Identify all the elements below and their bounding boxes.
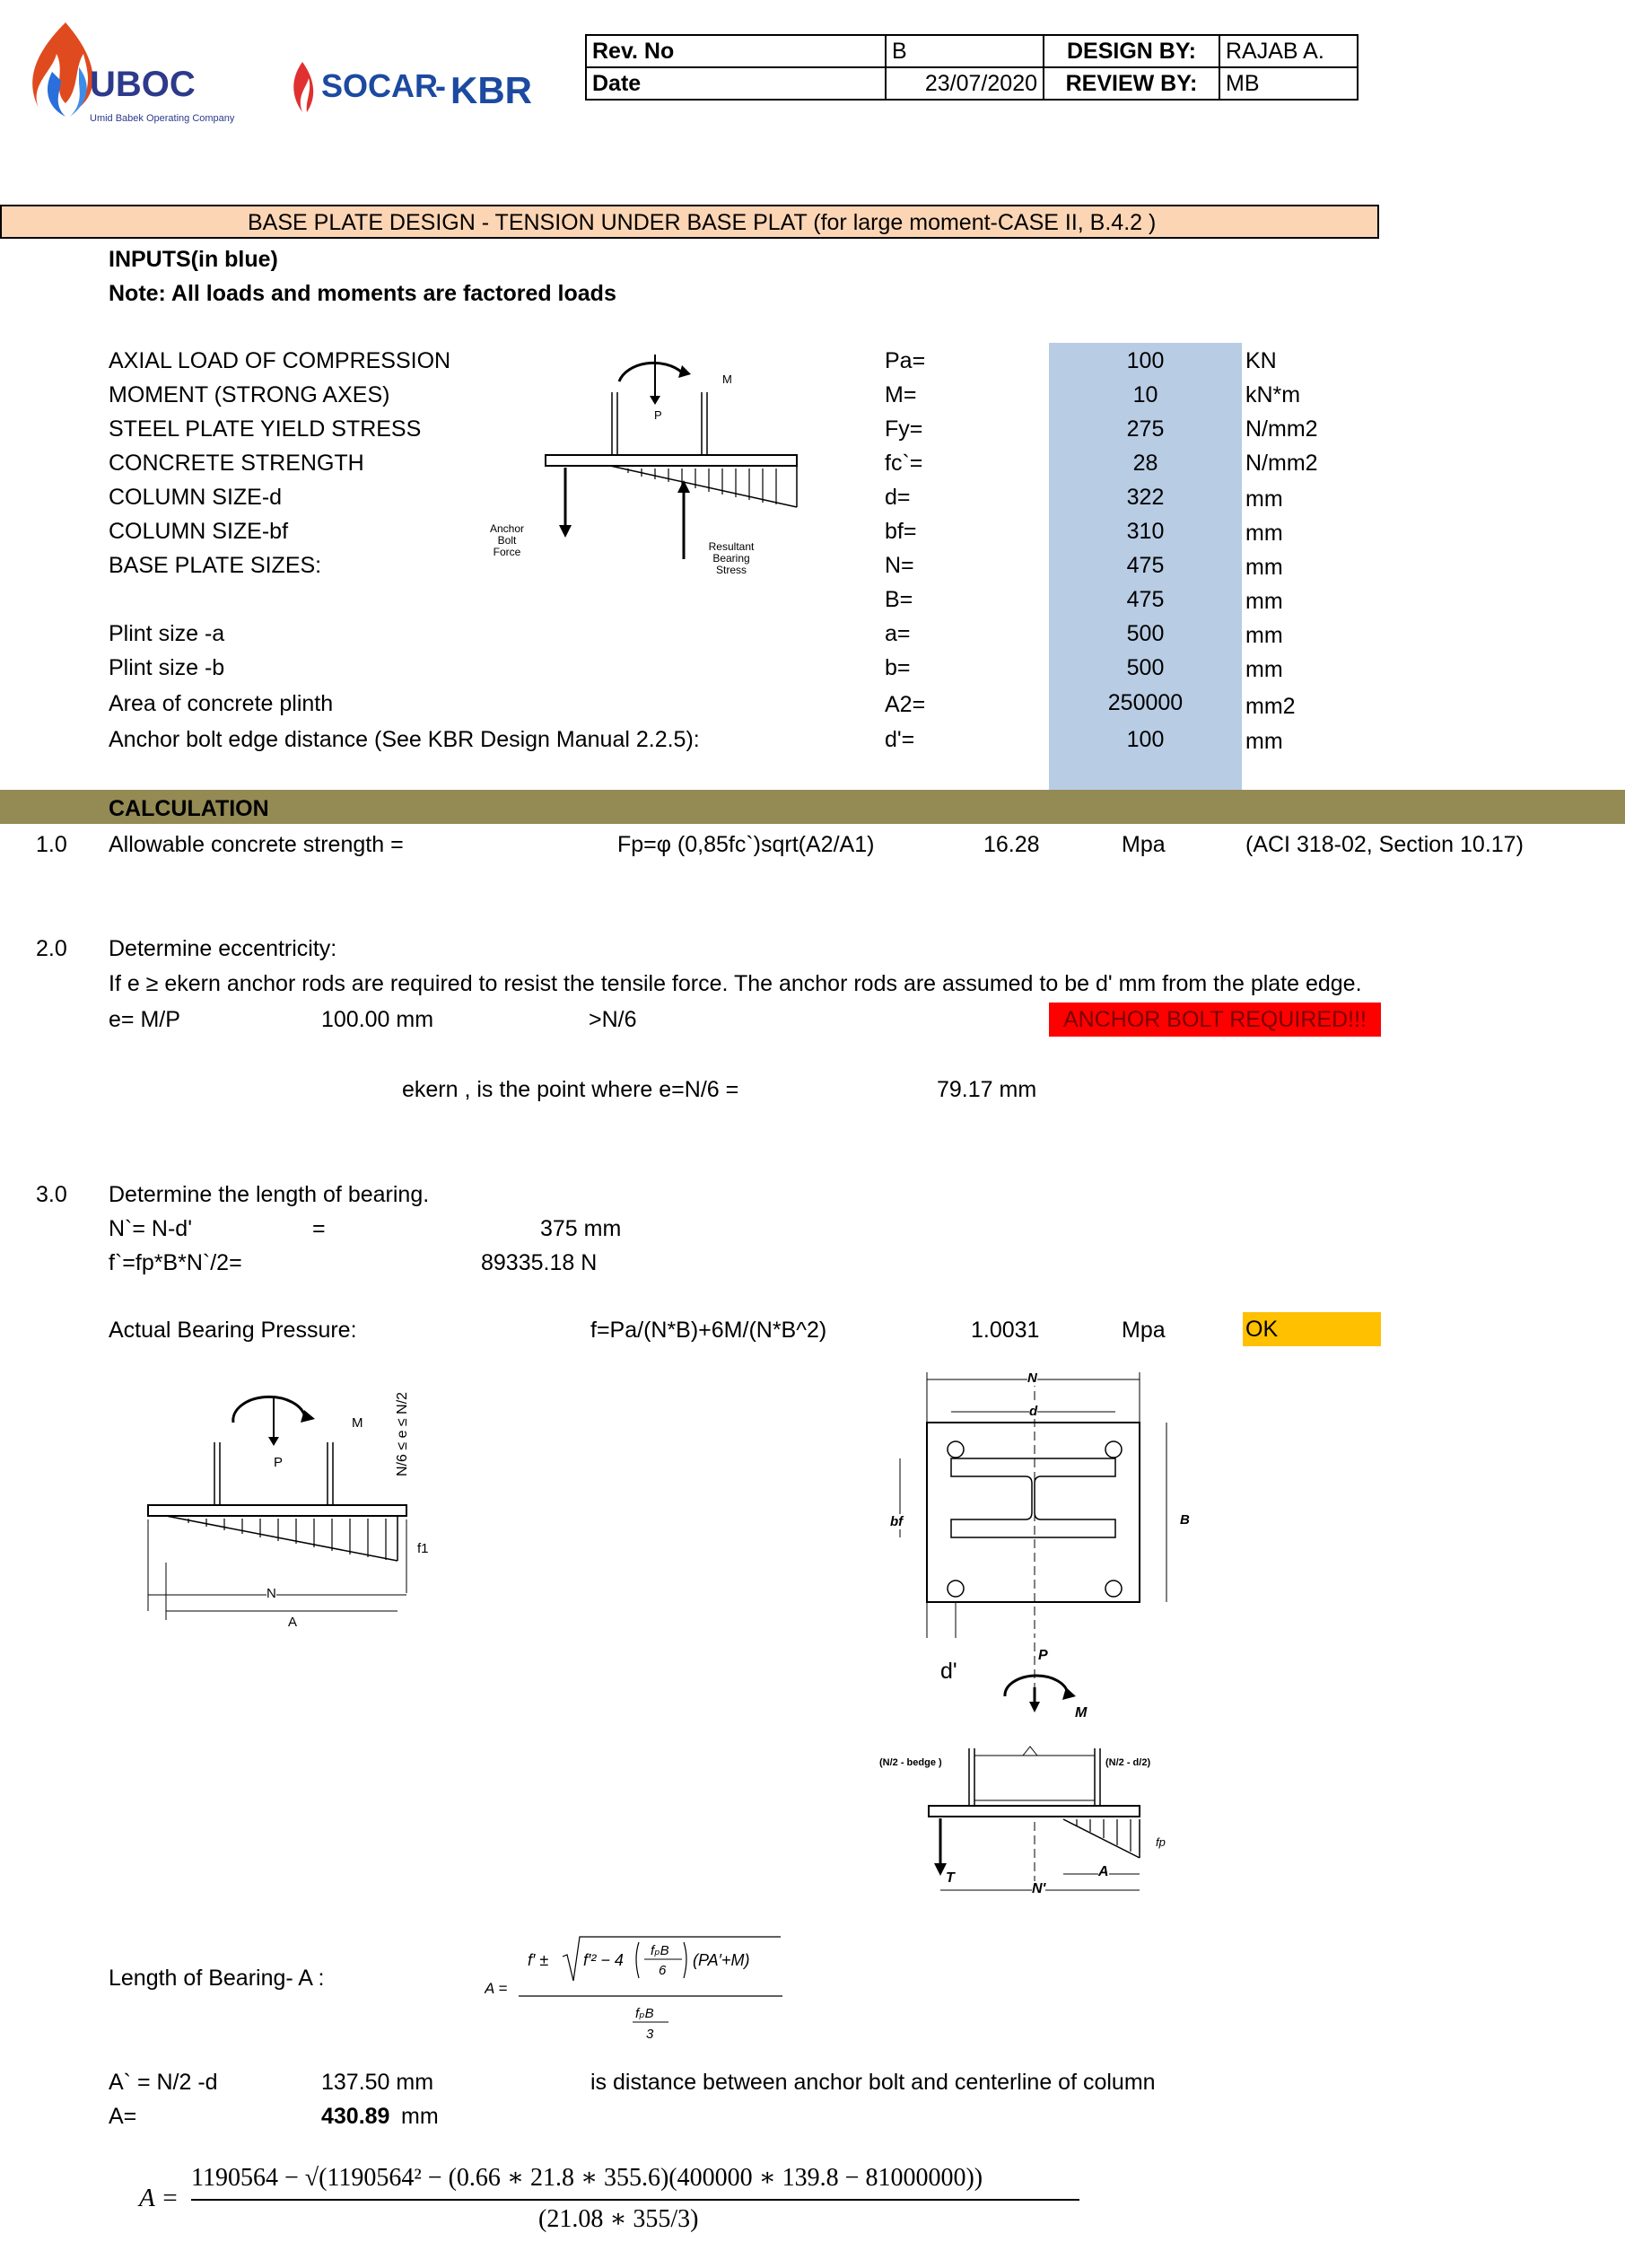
design-by-label: DESIGN BY: bbox=[1044, 35, 1219, 67]
revision-table bbox=[585, 34, 1359, 101]
tension-label: T bbox=[946, 1870, 955, 1886]
f-prime-label: f`=fp*B*N`/2= bbox=[109, 1250, 242, 1275]
uboc-name: UBOC bbox=[90, 65, 196, 104]
input-unit: mm bbox=[1245, 521, 1283, 546]
svg-text:f′ ±: f′ ± bbox=[528, 1951, 549, 1969]
anchor-tension-diagram bbox=[870, 1642, 1193, 1903]
svg-text:3: 3 bbox=[646, 2027, 654, 2042]
eccentricity-label: e= M/P bbox=[109, 1007, 180, 1032]
svg-text:(PA′+M): (PA′+M) bbox=[693, 1951, 750, 1969]
allowable-strength-label: Allowable concrete strength = bbox=[109, 832, 404, 857]
input-value[interactable]: 250000 bbox=[1107, 690, 1184, 715]
a-prime-value: 137.50 mm bbox=[321, 2070, 434, 2095]
a-dimension-label: A bbox=[1098, 1864, 1109, 1879]
bearing-length-label: Length of Bearing- A : bbox=[109, 1966, 325, 1991]
input-symbol: d= bbox=[885, 485, 911, 510]
bearing-stress-diagram bbox=[139, 1387, 543, 1638]
a-unit: mm bbox=[401, 2104, 439, 2129]
input-label: COLUMN SIZE-d bbox=[109, 485, 283, 510]
input-symbol: A2= bbox=[885, 692, 926, 717]
n-dimension-label: N bbox=[266, 1586, 276, 1601]
input-unit: N/mm2 bbox=[1245, 416, 1318, 442]
a-label: A= bbox=[109, 2104, 137, 2129]
input-symbol: b= bbox=[885, 655, 911, 680]
bearing-length-formula bbox=[485, 1931, 790, 2044]
left-offset-label: (N/2 - bedge ) bbox=[879, 1757, 942, 1768]
moment-label: M bbox=[1075, 1705, 1088, 1721]
axial-load-label: P bbox=[1038, 1648, 1048, 1663]
n-dimension-label: N bbox=[1027, 1370, 1037, 1386]
actual-bearing-formula: f=Pa/(N*B)+6M/(N*B^2) bbox=[590, 1318, 827, 1343]
socar-text: SOCAR bbox=[321, 67, 439, 104]
d-prime-label: d' bbox=[940, 1659, 957, 1684]
input-unit: mm bbox=[1245, 589, 1283, 614]
date-value: 23/07/2020 bbox=[886, 67, 1044, 100]
bearing-status: OK bbox=[1243, 1312, 1381, 1346]
code-reference: (ACI 318-02, Section 10.17) bbox=[1245, 832, 1524, 857]
n-prime-eq: = bbox=[312, 1216, 326, 1241]
input-symbol: B= bbox=[885, 587, 913, 612]
section-number: 2.0 bbox=[36, 936, 67, 961]
review-by-value: MB bbox=[1219, 67, 1358, 100]
eccentricity-compare: >N/6 bbox=[589, 1007, 637, 1032]
input-unit: N/mm2 bbox=[1245, 451, 1318, 476]
input-value[interactable]: 28 bbox=[1132, 451, 1158, 476]
input-label: Area of concrete plinth bbox=[109, 691, 334, 716]
input-symbol: bf= bbox=[885, 519, 917, 544]
input-value[interactable]: 10 bbox=[1132, 382, 1158, 407]
svg-text:6: 6 bbox=[659, 1963, 667, 1978]
input-label: COLUMN SIZE-bf bbox=[109, 519, 289, 544]
input-label: BASE PLATE SIZES: bbox=[109, 553, 322, 578]
eccentricity-heading: Determine eccentricity: bbox=[109, 936, 337, 961]
plate-plan-diagram bbox=[884, 1369, 1207, 1684]
base-plate-diagram bbox=[476, 346, 817, 588]
n-prime-label: N`= N-d' bbox=[109, 1216, 192, 1241]
b-dimension-label: B bbox=[1180, 1512, 1190, 1528]
svg-text:fₚB: fₚB bbox=[651, 1943, 669, 1958]
input-value[interactable]: 275 bbox=[1126, 416, 1165, 442]
kbr-text: KBR bbox=[450, 69, 532, 111]
input-value[interactable]: 310 bbox=[1126, 519, 1165, 544]
a-prime-label: A` = N/2 -d bbox=[109, 2070, 218, 2095]
bf-dimension-label: bf bbox=[890, 1514, 904, 1529]
actual-bearing-value: 1.0031 bbox=[971, 1318, 1040, 1343]
review-by-label: REVIEW BY: bbox=[1044, 67, 1219, 100]
moment-label: M bbox=[352, 1415, 363, 1431]
svg-text:A =: A = bbox=[485, 1980, 508, 1997]
input-unit: mm bbox=[1245, 657, 1283, 682]
input-unit: mm bbox=[1245, 623, 1283, 648]
calculation-heading: CALCULATION bbox=[109, 796, 269, 821]
svg-text:f′² − 4: f′² − 4 bbox=[583, 1951, 624, 1969]
input-value[interactable]: 100 bbox=[1126, 727, 1165, 752]
section-number: 3.0 bbox=[36, 1182, 67, 1207]
input-value[interactable]: 500 bbox=[1126, 655, 1165, 680]
input-label: STEEL PLATE YIELD STRESS bbox=[109, 416, 422, 442]
allowable-strength-value: 16.28 bbox=[983, 832, 1040, 857]
eccentricity-value: 100.00 mm bbox=[321, 1007, 434, 1032]
equation-numerator: 1190564 − √(1190564² − (0.66 ∗ 21.8 ∗ 355.6)(400000 ∗ 139.8 − 81000000)) bbox=[191, 2164, 983, 2192]
loads-note: Note: All loads and moments are factored loads bbox=[109, 281, 616, 306]
quadratic-formula-graphic bbox=[485, 1931, 790, 2044]
eccentricity-range-label: N/6 ≤ e ≤ N/2 bbox=[395, 1391, 410, 1476]
actual-bearing-unit: Mpa bbox=[1122, 1318, 1166, 1343]
d-dimension-label: d bbox=[1029, 1404, 1038, 1419]
bearing-diagram bbox=[139, 1387, 543, 1638]
numeric-equation: A = 1190564 − √(1190564² − (0.66 ∗ 21.8 ∗ 355.6)(400000 ∗ 139.8 − 81000000)) (21.08 ∗ 355/3) bbox=[139, 2159, 1081, 2244]
kern-text: ekern , is the point where e=N/6 = bbox=[402, 1077, 739, 1102]
input-symbol: Fy= bbox=[885, 416, 923, 442]
fp-label: fp bbox=[1156, 1835, 1166, 1849]
input-value[interactable]: 475 bbox=[1126, 587, 1165, 612]
input-symbol: N= bbox=[885, 553, 914, 578]
right-offset-label: (N/2 - d/2) bbox=[1105, 1757, 1151, 1768]
input-unit: mm bbox=[1245, 486, 1283, 512]
a-dimension-label: A bbox=[288, 1615, 298, 1630]
input-label: Plint size -a bbox=[109, 621, 225, 646]
anchor-bolt-force-label: Anchor Bolt Force bbox=[489, 522, 525, 558]
socar-flame-icon bbox=[289, 60, 316, 114]
input-unit: mm bbox=[1245, 555, 1283, 580]
design-by-value: RAJAB A. bbox=[1219, 35, 1358, 67]
allowable-strength-unit: Mpa bbox=[1122, 832, 1166, 857]
input-label: Plint size -b bbox=[109, 655, 225, 680]
input-symbol: fc`= bbox=[885, 451, 923, 476]
allowable-strength-formula: Fp=φ (0,85fc`)sqrt(A2/A1) bbox=[617, 832, 875, 857]
anchor-bolt-status: ANCHOR BOLT REQUIRED!!! bbox=[1049, 1003, 1381, 1037]
date-label: Date bbox=[586, 67, 886, 100]
input-unit: KN bbox=[1245, 348, 1277, 373]
input-symbol: Pa= bbox=[885, 348, 926, 373]
section-number: 1.0 bbox=[36, 832, 67, 857]
equation-denominator: (21.08 ∗ 355/3) bbox=[538, 2205, 699, 2233]
input-symbol: d'= bbox=[885, 727, 915, 752]
actual-bearing-label: Actual Bearing Pressure: bbox=[109, 1318, 357, 1343]
resultant-bearing-stress-label: Resultant Bearing Stress bbox=[708, 540, 755, 576]
uboc-sub: Umid Babek Operating Company bbox=[90, 113, 235, 124]
input-label: CONCRETE STRENGTH bbox=[109, 451, 364, 476]
socar-kbr-logo: SOCAR - KBR bbox=[289, 49, 549, 121]
input-value[interactable]: 475 bbox=[1126, 553, 1165, 578]
a-value: 430.89 bbox=[321, 2104, 390, 2129]
input-label: MOMENT (STRONG AXES) bbox=[109, 382, 390, 407]
moment-label: M bbox=[722, 372, 732, 386]
n-prime-value: 375 mm bbox=[540, 1216, 622, 1241]
inputs-heading: INPUTS(in blue) bbox=[109, 247, 278, 272]
input-value[interactable]: 322 bbox=[1126, 485, 1165, 510]
axial-load-label: P bbox=[274, 1455, 284, 1470]
input-symbol: M= bbox=[885, 382, 917, 407]
f-prime-value: 89335.18 N bbox=[481, 1250, 598, 1275]
page-title: BASE PLATE DESIGN - TENSION UNDER BASE PLAT (for large moment-CASE II, B.4.2 ) bbox=[248, 210, 1157, 235]
axial-load-label: P bbox=[654, 408, 662, 422]
tension-diagram bbox=[870, 1642, 1193, 1903]
svg-text:fₚB: fₚB bbox=[635, 2006, 654, 2021]
f1-label: f1 bbox=[417, 1541, 429, 1556]
eccentricity-explanation: If e ≥ ekern anchor rods are required to resist the tensile force. The anchor rods are assumed to be d' mm from the plate edge. bbox=[109, 971, 1362, 996]
input-unit: mm2 bbox=[1245, 694, 1296, 719]
uboc-logo bbox=[16, 18, 267, 130]
bearing-length-heading: Determine the length of bearing. bbox=[109, 1182, 430, 1207]
input-value[interactable]: 100 bbox=[1126, 348, 1165, 373]
input-label: AXIAL LOAD OF COMPRESSION bbox=[109, 348, 451, 373]
rev-value: B bbox=[886, 35, 1044, 67]
input-symbol: a= bbox=[885, 621, 911, 646]
input-unit: kN*m bbox=[1245, 382, 1301, 407]
n-prime-dimension-label: N' bbox=[1032, 1881, 1046, 1896]
kern-value: 79.17 mm bbox=[937, 1077, 1037, 1102]
base-plate-plan-view bbox=[884, 1369, 1207, 1647]
rev-label: Rev. No bbox=[586, 35, 886, 67]
input-value[interactable]: 500 bbox=[1126, 621, 1165, 646]
input-unit: mm bbox=[1245, 729, 1283, 754]
input-label: Anchor bolt edge distance (See KBR Design Manual 2.2.5): bbox=[109, 727, 700, 752]
a-prime-note: is distance between anchor bolt and centerline of column bbox=[590, 2070, 1156, 2095]
